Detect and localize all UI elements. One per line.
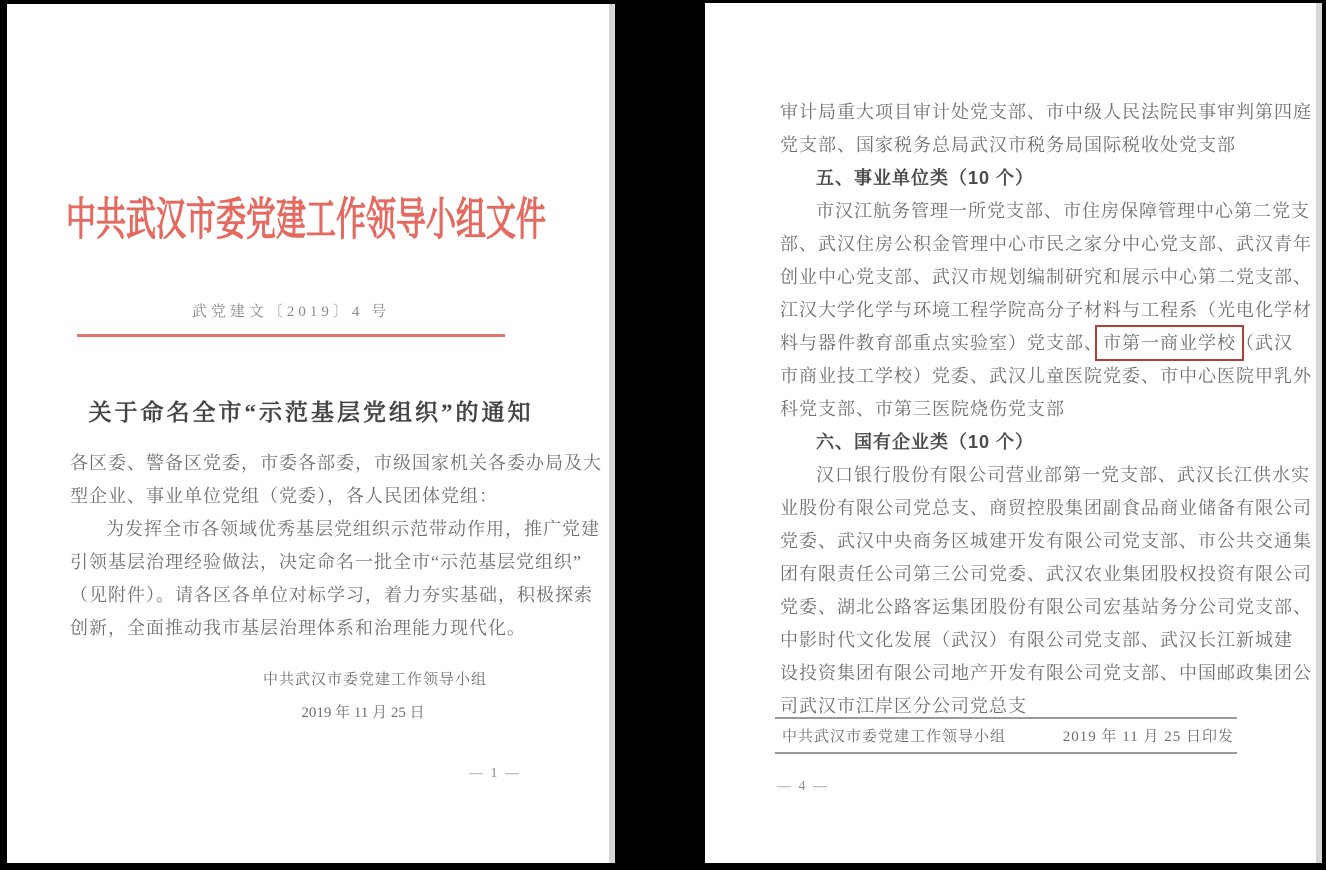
list-line: 团有限责任公司第三公司党委、武汉农业集团股权投资有限公司 bbox=[780, 564, 1312, 584]
section-heading-6: 六、国有企业类（10 个） bbox=[816, 432, 1035, 452]
list-line: 市汉江航务管理一所党支部、市住房保障管理中心第二党支 bbox=[816, 201, 1310, 221]
list-line: 江汉大学化学与环境工程学院高分子材料与工程系（光电化学材 bbox=[780, 300, 1312, 320]
section-heading-5: 五、事业单位类（10 个） bbox=[816, 168, 1035, 188]
page-number-1: — 1 — bbox=[469, 766, 521, 781]
list-line: 设投资集团有限公司地产开发有限公司党支部、中国邮政集团公 bbox=[780, 663, 1312, 683]
list-line: 创业中心党支部、武汉市规划编制研究和展示中心第二党支部、 bbox=[780, 267, 1312, 287]
body-line: 创新，全面推动我市基层治理体系和治理能力现代化。 bbox=[70, 618, 526, 638]
red-header-org-title: 中共武汉市委党建工作领导小组文件 bbox=[66, 195, 546, 245]
notice-body bbox=[70, 447, 602, 645]
body-line: 型企业、事业单位党组（党委），各人民团体党组： bbox=[70, 486, 498, 506]
list-line-with-highlight bbox=[780, 327, 1293, 360]
document-number: 武党建文〔2019〕4 号 bbox=[191, 304, 391, 320]
highlighted-school-name: 市第一商业学校 bbox=[1103, 333, 1236, 353]
page-number-4: — 4 — bbox=[777, 779, 829, 794]
body-line: 引领基层治理经验做法，决定命名一批全市“示范基层党组织” bbox=[70, 552, 582, 572]
highlight-post-text: （武汉 bbox=[1236, 333, 1293, 353]
list-line: 部、武汉住房公积金管理中心市民之家分中心党支部、武汉青年 bbox=[780, 234, 1312, 254]
page-1 bbox=[7, 4, 615, 863]
footer-issuer: 中共武汉市委党建工作领导小组 bbox=[782, 729, 1007, 745]
footer bbox=[782, 725, 1234, 749]
notice-title: 关于命名全市“示范基层党组织”的通知 bbox=[88, 400, 534, 425]
body-line: （见附件）。请各区各单位对标学习，着力夯实基础，积极探索 bbox=[70, 585, 593, 605]
list-line: 司武汉市江岸区分公司党总支 bbox=[780, 696, 1027, 716]
list-line: 党委、湖北公路客运集团股份有限公司宏基站务分公司党支部、 bbox=[780, 597, 1312, 617]
footer-rule-bottom bbox=[775, 752, 1237, 754]
list-line: 审计局重大项目审计处党支部、市中级人民法院民事审判第四庭 bbox=[780, 102, 1312, 122]
list-line: 党委、武汉中央商务区城建开发有限公司党支部、市公共交通集 bbox=[780, 531, 1312, 551]
highlight-pre-text: 料与器件教育部重点实验室）党支部、 bbox=[780, 333, 1103, 353]
attachment-list bbox=[780, 96, 1312, 723]
issuing-org-signature: 中共武汉市委党建工作领导小组 bbox=[263, 672, 488, 688]
list-line: 市商业技工学校）党委、武汉儿童医院党委、市中心医院甲乳外 bbox=[780, 366, 1312, 386]
list-line: 汉口银行股份有限公司营业部第一党支部、武汉长江供水实 bbox=[816, 465, 1310, 485]
list-line: 党支部、国家税务总局武汉市税务局国际税收处党支部 bbox=[780, 135, 1236, 155]
list-line: 中影时代文化发展（武汉）有限公司党支部、武汉长江新城建 bbox=[780, 630, 1293, 650]
red-divider-rule bbox=[77, 334, 505, 337]
footer-rule-top bbox=[775, 717, 1237, 719]
body-line: 各区委、警备区党委，市委各部委，市级国家机关各委办局及大 bbox=[70, 453, 602, 473]
list-line: 科党支部、市第三医院烧伤党支部 bbox=[780, 399, 1065, 419]
signature-date: 2019 年 11 月 25 日 bbox=[301, 705, 425, 721]
page-2 bbox=[705, 3, 1322, 863]
footer-print-date: 2019 年 11 月 25 日印发 bbox=[1062, 729, 1234, 745]
body-line: 为发挥全市各领域优秀基层党组织示范带动作用，推广党建 bbox=[106, 519, 600, 539]
list-line: 业股份有限公司党总支、商贸控股集团副食品商业储备有限公司 bbox=[780, 498, 1312, 518]
